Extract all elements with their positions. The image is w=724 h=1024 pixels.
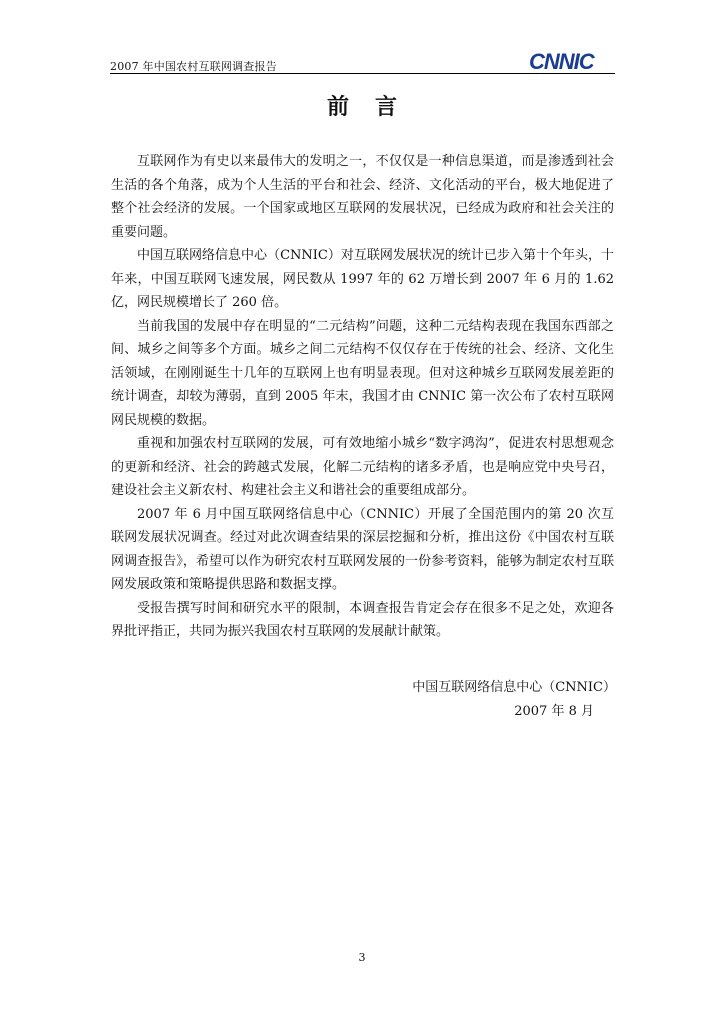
report-header-title: 2007 年中国农村互联网调查报告 [110, 60, 277, 73]
paragraph: 2007 年 6 月中国互联网络信息中心（CNNIC）开展了全国范围内的第 20 次互联网发展状况调查。经过对此次调查结果的深层挖掘和分析，推出这份《中国农村互联网调查报告》，希望可以作为研究农村互联网发展的一份参考资料，能够为制定农村互联网发展政策和策略提供思路和数据支撑。 [111, 506, 614, 592]
page-title: 前言 [326, 94, 423, 120]
paragraph: 互联网作为有史以来最伟大的发明之一，不仅仅是一种信息渠道，而是渗透到社会生活的各个角落，成为个人生活的平台和社会、经济、文化活动的平台，极大地促进了整个社会经济的发展。一个国家或地区互联网的发展状况，已经成为政府和社会关注的重要问题。 [111, 154, 614, 240]
signature-date: 2007 年 8 月 [514, 703, 594, 719]
page-header [110, 50, 615, 74]
paragraph: 当前我国的发展中存在明显的“二元结构”问题，这种二元结构表现在我国东西部之间、城乡之间等多个方面。城乡之间二元结构不仅仅存在于传统的社会、经济、文化生活领域，在刚刚诞生十几年的互联网上也有明显表现。但对这种城乡互联网发展差距的统计调查，却较为薄弱，直到 2005 年末，我国才由 CNNIC 第一次公布了农村互联网网民规模的数据。 [111, 318, 614, 428]
paragraph: 中国互联网络信息中心（CNNIC）对互联网发展状况的统计已步入第十个年头，十年来，中国互联网飞速发展，网民数从 1997 年的 62 万增长到 2007 年 6 月的 1.62 亿，网民规模增长了 260 倍。 [111, 248, 614, 310]
signature-block [412, 676, 616, 723]
signature-organization: 中国互联网络信息中心（CNNIC） [412, 680, 616, 695]
cnnic-logo [529, 50, 613, 72]
paragraph: 重视和加强农村互联网的发展，可有效地缩小城乡“数字鸿沟”，促进农村思想观念的更新和经济、社会的跨越式发展，化解二元结构的诸多矛盾，也是响应党中央号召，建设社会主义新农村、构建社会主义和谐社会的重要组成部分。 [111, 436, 614, 498]
paragraph: 受报告撰写时间和研究水平的限制，本调查报告肯定会存在很多不足之处，欢迎各界批评指正，共同为振兴我国农村互联网的发展献计献策。 [111, 600, 614, 639]
cnnic-logo-text: CNNIC [529, 50, 594, 72]
preface-body [111, 150, 614, 644]
header-divider [110, 73, 615, 74]
page-number: 3 [358, 951, 366, 964]
